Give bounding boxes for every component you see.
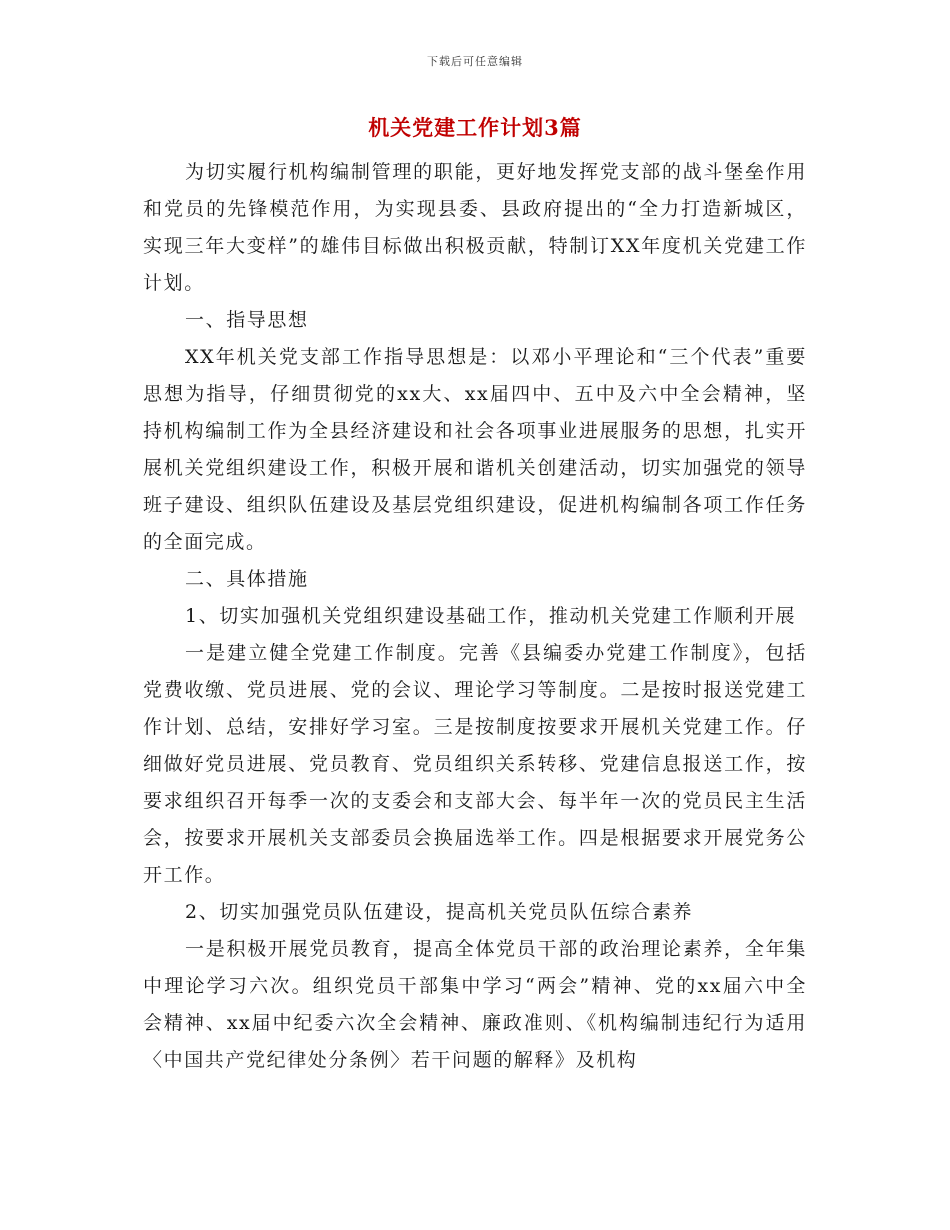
- document-body: [143, 154, 807, 1079]
- paragraph-measure-1: 一是建立健全党建工作制度。完善《县编委办党建工作制度》，包括党费收缴、党员进展、党的会议、理论学习等制度。二是按时报送党建工作计划、总结，安排好学习室。三是按制度按要求开展机关党建工作。仔细做好党员进展、党员教育、党员组织关系转移、党建信息报送工作，按要求组织召开每季一次的支委会和支部大会、每半年一次的党员民主生活会，按要求开展机关支部委员会换届选举工作。四是根据要求开展党务公开工作。: [143, 642, 807, 886]
- paragraph-measure-2: 一是积极开展党员教育，提高全体党员干部的政治理论素养，全年集中理论学习六次。组织党员干部集中学习“两会”精神、党的xx届六中全会精神、xx届中纪委六次全会精神、廉政准则、《机构编制违纪行为适用〈中国共产党纪律处分条例〉若干问题的解释》及机构: [143, 938, 807, 1071]
- section-heading-specific-measures: 二、具体措施: [185, 568, 309, 590]
- document-title: 机关党建工作计划3篇: [368, 115, 582, 140]
- section-heading-guiding-ideology: 一、指导思想: [185, 309, 309, 331]
- paragraph-intro: 为切实履行机构编制管理的职能，更好地发挥党支部的战斗堡垒作用和党员的先锋模范作用，为实现县委、县政府提出的“全力打造新城区，实现三年大变样”的雄伟目标做出积极贡献，特制订XX年度机关党建工作计划。: [143, 161, 807, 294]
- subheading-measure-2: 2、切实加强党员队伍建设，提高机关党员队伍综合素养: [185, 901, 694, 923]
- subheading-measure-1: 1、切实加强机关党组织建设基础工作，推动机关党建工作顺利开展: [185, 605, 797, 627]
- paragraph-guiding-ideology: XX年机关党支部工作指导思想是：以邓小平理论和“三个代表”重要思想为指导，仔细贯彻党的xx大、xx届四中、五中及六中全会精神，坚持机构编制工作为全县经济建设和社会各项事业进展服务的思想，扎实开展机关党组织建设工作，积极开展和谐机关创建活动，切实加强党的领导班子建设、组织队伍建设及基层党组织建设，促进机构编制各项工作任务的全面完成。: [143, 346, 807, 553]
- header-note: 下载后可任意编辑: [427, 55, 523, 68]
